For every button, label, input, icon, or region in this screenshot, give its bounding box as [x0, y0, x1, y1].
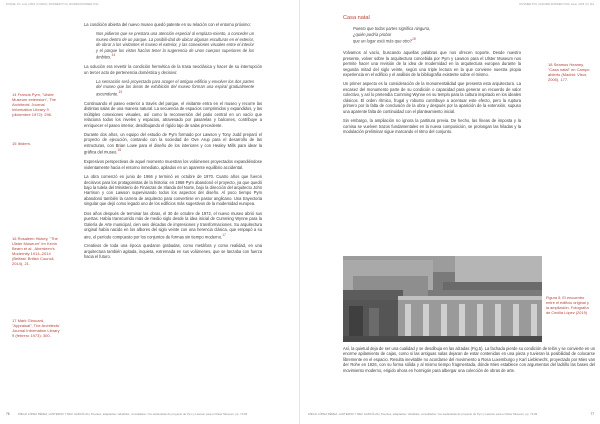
paragraph: La obra comenzó en junio de 1966 y terminó en octubre de 1970. Cuatro años que fueron decisivos para los protagonistas de la historia: en 1968 Pym abandonó el proyecto, ya que quedó bajo la tutela del Ministerio de Finanzas de Irlanda del Norte, bajo la dirección del arquitecto John Harrison y con Lawson supervisando todos los aspectos del diseño. Al poco tiempo Pym abandonó también la carrera de arquitecto para convertirse en pastor anglicano. Una trayectoria singular que dejó como legado uno de los edificios más sugestivos de la modernidad europea. — [84, 174, 262, 207]
left-body-text — [84, 22, 262, 264]
running-footer: DÍEGO LÓPEZ PÉREZ, LANTERNO Y REC GARCÍA ZA | Puentes, adaptados / añadidos, consultados / los sacándolas de proyecto de Pym y Lawson para el Ulster Museum, pp. 73-84 — [308, 412, 538, 416]
museum-photo — [343, 256, 542, 342]
paragraph: Durante dos años, un equipo del estudio de Pym formado por Lawson y Tony Judd preparó el proyecto de ejecución, contando con la sociedad de Ove Arup para el desarrollo de las estructuras, con Brian Lowe para el diseño de los interiores y con Healey Mills para idear la gráfica del museo.$^{16}$ — [84, 131, 262, 155]
footnote-14: 14 Francis Pym, "Ulster Museum extension", The Architects' Journal Information Library 9 (diciembre 1972): 296. — [12, 92, 57, 117]
block-quote: La sensación será proyectada para acoger el antiguo edificio y envolver los dos partes del museo que las áreas de exhibición del museo forman una espiral gradualmente ascendente.$^{15}$ — [96, 78, 254, 97]
figure-caption: Figura 5. El encuentro entre el edificio original y la ampliación. Fotografía de Cecilia López (2019) — [546, 295, 589, 315]
footnote-18: 18 Seamus Heaney, "Casa natal" en Campo abierto (Madrid: Visor, 2005), 177. — [548, 62, 590, 82]
footnote-15: 15 Ibídem. — [12, 141, 31, 146]
right-page — [300, 0, 600, 424]
footnote-16: 16 Rosaleen Hickey, "The Ulster Museum" en Kevin Bearn et al., Aberdeen's Modernity 1914–2014 (Belfast: British Council, 2014), 21. — [12, 236, 58, 266]
page-number: 76 — [6, 412, 10, 416]
footnote-17: 17 Mark Girouard, "Appraisal", The Architects' Journal Information Library 9 (febrero 1973): 300. — [12, 318, 60, 338]
running-footer: DÍEGO LÓPEZ PÉREZ, LANTERNO Y REC GARCÍA ZA | Puentes, adaptados / añadidos, consultados / los sacándolas de proyecto de Pym y Lawson para el Ulster Museum, pp. 73-84 — [18, 412, 248, 416]
paragraph: Dos años después de terminar las obras, el 30 de octubre de 1972, el nuevo museo abrió sus puertas. Había transcurrido más de medio siglo desde la idea inicial de Cumming Wynne para la Galería de Arte municipal, cien seis décadas de impresiones y transformaciones. Su arquitectura original había nacido en los albores del siglo veinte con una herencia clásica, que empapó a su aire, el período compuesto por los conjuntos de formas sin tiempo moderno.$^{17}$ — [84, 210, 262, 239]
right-body-text-lower — [343, 346, 595, 377]
right-body-text — [343, 16, 521, 139]
paragraph: Volvamos al vacío, buscando aquellas palabras que nos ofrecen soporte. Desde nuestro presente, volver sobre la arquitectura concebida por Pym y Lawson para el Ulster Museum nos permite hacer una revisión de la idea de modernidad en la arquitectura europea durante la segunda mitad del siglo veinte, según una triple lectura en la que conviene nuestra propia experiencia en el edificio y el análisis de la bibliografía existente sobre el mismo. — [343, 50, 521, 77]
running-header-right: DOSSIER PYH | HOLDEN DOSSIER VOH | issue. 2016 | 5 | 112 — [519, 3, 594, 6]
page-number: 77 — [590, 412, 594, 416]
section-title: Casa natal — [343, 15, 370, 21]
paragraph: Un primer aspecto es la consideración de la monumentalidad que presenta esta arquitectura. La escasez del monumento parte de su condición o capacidad para generar un recuerdo de valor colectivo, y así lo pretendía Cumming Wynne en su templo para la cultura inspirado en los ideales clásicos. El orden rítmico, frugal y robusto contribuye a acentuar este efecto, pero la ruptura primero por la falta de conclusión de la obra y después por la aparición de la extensión, supuso una aparente falta de continuidad con el planteamiento inicial. — [343, 81, 521, 114]
paragraph: La condición abierta del nuevo museo quedó patente en su relación con el entorno próximo: — [84, 22, 251, 27]
running-header-left: DUQUE, CC. Lore | 2016 | 5 (2016) | DOSSIER PYH | HOLDEN DOSSIER VOH — [6, 3, 99, 6]
paragraph: Continuando el paseo exterior a través del parque, el visitante entra en el museo y recorre las distintas salas de una manera natural. La secuencia de espacios comprimidos y expandidos, y las múltiples conexiones visuales, así como la reconversión del patio central en un vacío que relaciona todos los niveles y espacios, atravesado por pasarelas y balcones, contribuye a enriquecer el paseo interior, desdibujando el rígido tajo de salas precedente. — [84, 100, 262, 128]
paragraph: Así, la quietud deja de ser una cualidad y se desdibuja en las alzadas (Fig.5). La fachada pierde su condición de telón y se convierte en un enorme apilamiento de cajas, como si las antiguas salas dejaran de estar contenidas en una pieza y tuvieran la posibilidad de colocarse libremente en el espacio. Resulta inevitable no acordarse del movimiento a Rosa Luxemburgo y Karl Liebknecht, proyectado por Mies van der Rohe en 1926, con su forma sólida y al mismo tiempo fragmentada, dónde Mies establece con argumentos del ladrillo las bases del movimiento moderno, erigido ahora en hormigón para albergar una colección de obras de arte. — [343, 346, 595, 373]
museum-building-image — [343, 256, 542, 342]
paragraph: Creativos de toda una época quedaron grabadas, como metáfora y como realidad, en una arquitectura también agitada, inquieta, extremada en sus volúmenes, que se lanzaba con fuerza hacia el futuro. — [84, 243, 262, 260]
paragraph: Expresivos perspectivas de aquel momento muestran los volúmenes proyectados expandiéndose violentamente hacia el entorno inmediato, apilados en un aparente equilibrio accidental. — [84, 159, 262, 170]
block-quote: Nos pidieron que se prestara una atención especial al emplaza-miento, a conceder un museo dentro de un parque. La posibili-dad de ubicar algunas esculturas en el exterior, de obrar a los visitantes el museo el exterior, y las conexiones visuales entre el interior y el parque los vistos hacían tener la sugerencia de unos cuerpos superiores de los ámbitos.$^{14}$ — [96, 31, 254, 60]
paragraph: La solución era revertir la condición hermética de la trasa neoclásica y hacer de su interrupción un tercer acto de pertenencia doméstica y decisivo: — [84, 64, 262, 75]
paragraph: Sin embargo, la ampliación no ignora la partitura previa. De hecho, las líneas de imposta y la cornisa se vuelven trazos fundamentales en la nueva composición, se prolongan las hiladas y la modulación preliminar sigue marcando el ritmo del conjunto. — [343, 118, 521, 135]
epigraph-poem: Puesto que todas partes significa ninguna, ¿quién podría probar que un lugar está más que otro?$^{18}$ — [353, 26, 431, 44]
